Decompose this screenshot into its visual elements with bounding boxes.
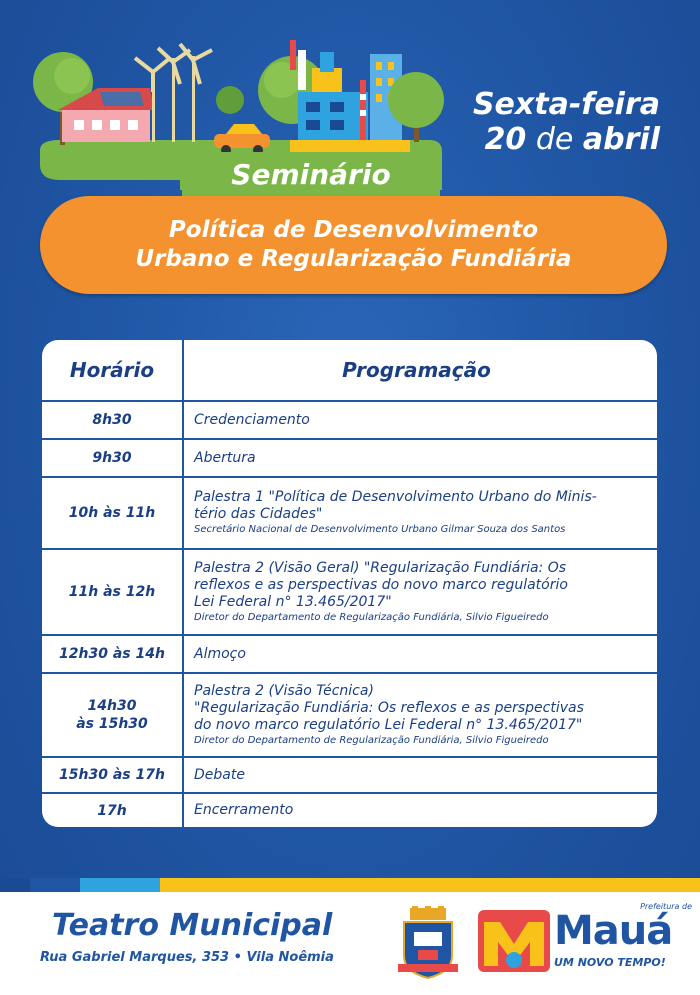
row-time: 11h às 12h bbox=[42, 550, 184, 634]
table-row bbox=[42, 794, 657, 827]
table-header-row bbox=[42, 340, 657, 402]
table-row bbox=[42, 550, 657, 636]
header-time: Horário bbox=[42, 340, 184, 400]
event-day: 20 bbox=[484, 122, 527, 157]
row-time: 17h bbox=[42, 794, 184, 827]
event-title-line1: Política de Desenvolvimento bbox=[168, 217, 539, 243]
footer bbox=[0, 892, 700, 995]
event-weekday: Sexta-feira bbox=[472, 87, 660, 122]
program-line: Debate bbox=[194, 766, 245, 783]
row-program bbox=[184, 478, 657, 548]
program-line: "Regularização Fundiária: Os reflexos e as perspectivas bbox=[194, 699, 584, 716]
row-program bbox=[184, 758, 657, 792]
program-line: Encerramento bbox=[194, 802, 294, 818]
program-line: Almoço bbox=[194, 645, 246, 662]
program-speaker: Diretor do Departamento de Regularização Fundiária, Silvio Figueiredo bbox=[194, 734, 549, 746]
header-program: Programação bbox=[342, 357, 491, 382]
table-row bbox=[42, 758, 657, 794]
row-time bbox=[42, 674, 184, 756]
row-time: 15h30 às 17h bbox=[42, 758, 184, 792]
program-line: Lei Federal n° 13.465/2017" bbox=[194, 593, 392, 610]
row-time-line2: às 15h30 bbox=[76, 716, 148, 732]
program-line: do novo marco regulatório Lei Federal n° 13.465/2017" bbox=[194, 716, 583, 733]
program-line: reflexos e as perspectivas do novo marco regulatório bbox=[194, 576, 568, 593]
program-speaker: Diretor do Departamento de Regularização Fundiária, Silvio Figueiredo bbox=[194, 611, 549, 623]
row-time: 9h30 bbox=[42, 440, 184, 476]
event-type-banner bbox=[182, 152, 440, 196]
event-day-month bbox=[473, 122, 660, 158]
program-line: Palestra 2 (Visão Geral) "Regularização Fundiária: Os bbox=[194, 559, 567, 576]
table-row bbox=[42, 478, 657, 550]
maua-wordmark bbox=[552, 902, 692, 986]
footer-stripe bbox=[80, 878, 160, 892]
row-program bbox=[184, 636, 657, 672]
table-row bbox=[42, 402, 657, 440]
row-time: 8h30 bbox=[42, 402, 184, 438]
event-title-line2: Urbano e Regularização Fundiária bbox=[135, 246, 572, 272]
program-line: Palestra 1 "Política de Desenvolvimento Urbano do Minis- bbox=[194, 489, 597, 505]
logo-prefix: Prefeitura de bbox=[640, 902, 692, 911]
event-month: abril bbox=[582, 122, 660, 157]
city-crest-icon bbox=[396, 906, 460, 982]
row-program bbox=[184, 674, 657, 756]
event-date bbox=[473, 88, 660, 158]
event-title-banner bbox=[40, 196, 667, 294]
logo-name: Mauá bbox=[554, 908, 673, 954]
table-row bbox=[42, 440, 657, 478]
program-line: Credenciamento bbox=[194, 411, 310, 428]
maua-logo-icon bbox=[478, 910, 550, 972]
event-date-connector: de bbox=[535, 122, 574, 157]
program-line: Abertura bbox=[194, 449, 256, 466]
venue-name: Teatro Municipal bbox=[52, 908, 333, 943]
program-speaker: Secretário Nacional de Desenvolvimento Urbano Gilmar Souza dos Santos bbox=[194, 524, 566, 535]
table-row bbox=[42, 636, 657, 674]
table-row bbox=[42, 674, 657, 758]
footer-stripe bbox=[0, 878, 30, 892]
row-program bbox=[184, 550, 657, 634]
row-time-line1: 14h30 bbox=[87, 698, 137, 714]
footer-stripe bbox=[160, 878, 700, 892]
row-program bbox=[184, 440, 657, 476]
program-line: Palestra 2 (Visão Técnica) bbox=[194, 682, 374, 699]
row-time: 12h30 às 14h bbox=[42, 636, 184, 672]
event-type-label: Seminário bbox=[231, 157, 391, 191]
program-line: tério das Cidades" bbox=[194, 506, 323, 522]
logo-tagline: UM NOVO TEMPO! bbox=[554, 956, 666, 969]
footer-stripe bbox=[30, 878, 80, 892]
row-program bbox=[184, 794, 657, 827]
venue-address: Rua Gabriel Marques, 353 • Vila Noêmia bbox=[40, 950, 334, 965]
schedule-table bbox=[42, 340, 657, 827]
row-program bbox=[184, 402, 657, 438]
row-time: 10h às 11h bbox=[42, 478, 184, 548]
